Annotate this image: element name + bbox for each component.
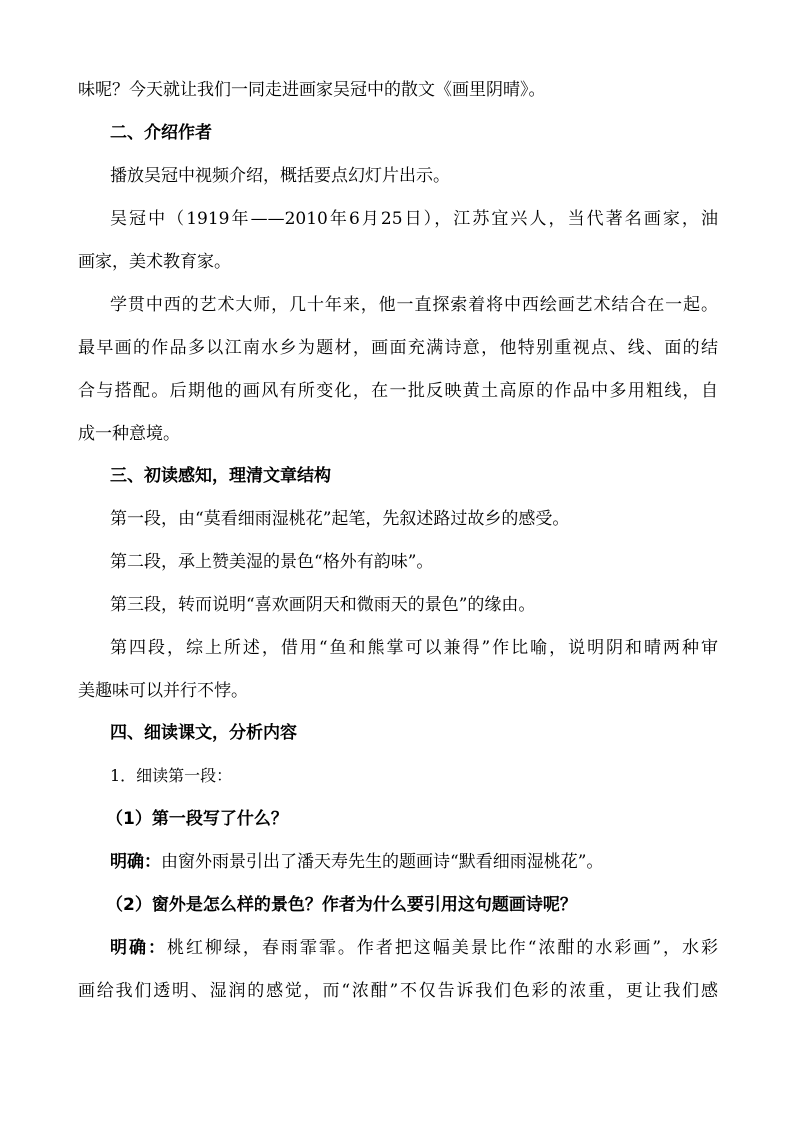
section-heading-close-reading: 四、细读课文，分析内容	[110, 723, 297, 743]
close-reading-item-1: 1．细读第一段：	[110, 766, 233, 785]
question-1: （1）第一段写了什么？	[106, 809, 288, 829]
paragraph-video-intro: 播放吴冠中视频介绍，概括要点幻灯片出示。	[110, 166, 450, 186]
paragraph-art-style-line4: 成一种意境。	[78, 424, 180, 444]
paragraph-intro-end: 味呢？今天就让我们一同走进画家吴冠中的散文《画里阴晴》。	[78, 80, 546, 100]
paragraph-art-style-line1: 学贯中西的艺术大师，几十年来，他一直探索着将中西绘画艺术结合在一起。	[110, 295, 718, 315]
structure-paragraph-4-line2: 美趣味可以并行不悖。	[78, 681, 248, 701]
answer-label: 明确：	[110, 938, 167, 958]
answer-2-line2: 画给我们透明、湿润的感觉，而“浓酣”不仅告诉我们色彩的浓重，更让我们感	[78, 981, 718, 1001]
paragraph-author-bio-line1: 吴冠中（1919年——2010年6月25日），江苏宜兴人，当代著名画家，油	[110, 209, 718, 229]
answer-text: 桃红柳绿，春雨霏霏。作者把这幅美景比作“浓酣的水彩画”，水彩	[166, 938, 718, 958]
structure-paragraph-4-line1: 第四段，综上所述，借用“鱼和熊掌可以兼得”作比喻，说明阴和晴两种审	[110, 638, 718, 658]
section-heading-first-reading: 三、初读感知，理清文章结构	[110, 466, 331, 486]
paragraph-art-style-line2: 最早画的作品多以江南水乡为题材，画面充满诗意，他特别重视点、线、面的结	[78, 338, 718, 358]
paragraph-art-style-line3: 合与搭配。后期他的画风有所变化，在一批反映黄土高原的作品中多用粗线，自	[78, 381, 718, 401]
question-2: （2）窗外是怎么样的景色？作者为什么要引用这句题画诗呢？	[106, 895, 577, 915]
structure-paragraph-1: 第一段，由“莫看细雨湿桃花”起笔，先叙述路过故乡的感受。	[110, 509, 570, 529]
structure-paragraph-3: 第三段，转而说明“喜欢画阴天和微雨天的景色”的缘由。	[110, 595, 536, 615]
answer-text: 由窗外雨景引出了潘天寿先生的题画诗“默看细雨湿桃花”。	[161, 852, 604, 872]
answer-2-line1	[110, 937, 718, 959]
paragraph-author-bio-line2: 画家，美术教育家。	[78, 252, 231, 272]
section-heading-introduce-author: 二、介绍作者	[110, 123, 212, 143]
answer-label: 明确：	[110, 852, 161, 872]
answer-1	[110, 851, 603, 873]
structure-paragraph-2: 第二段，承上赞美湿的景色“格外有韵味”。	[110, 552, 434, 572]
